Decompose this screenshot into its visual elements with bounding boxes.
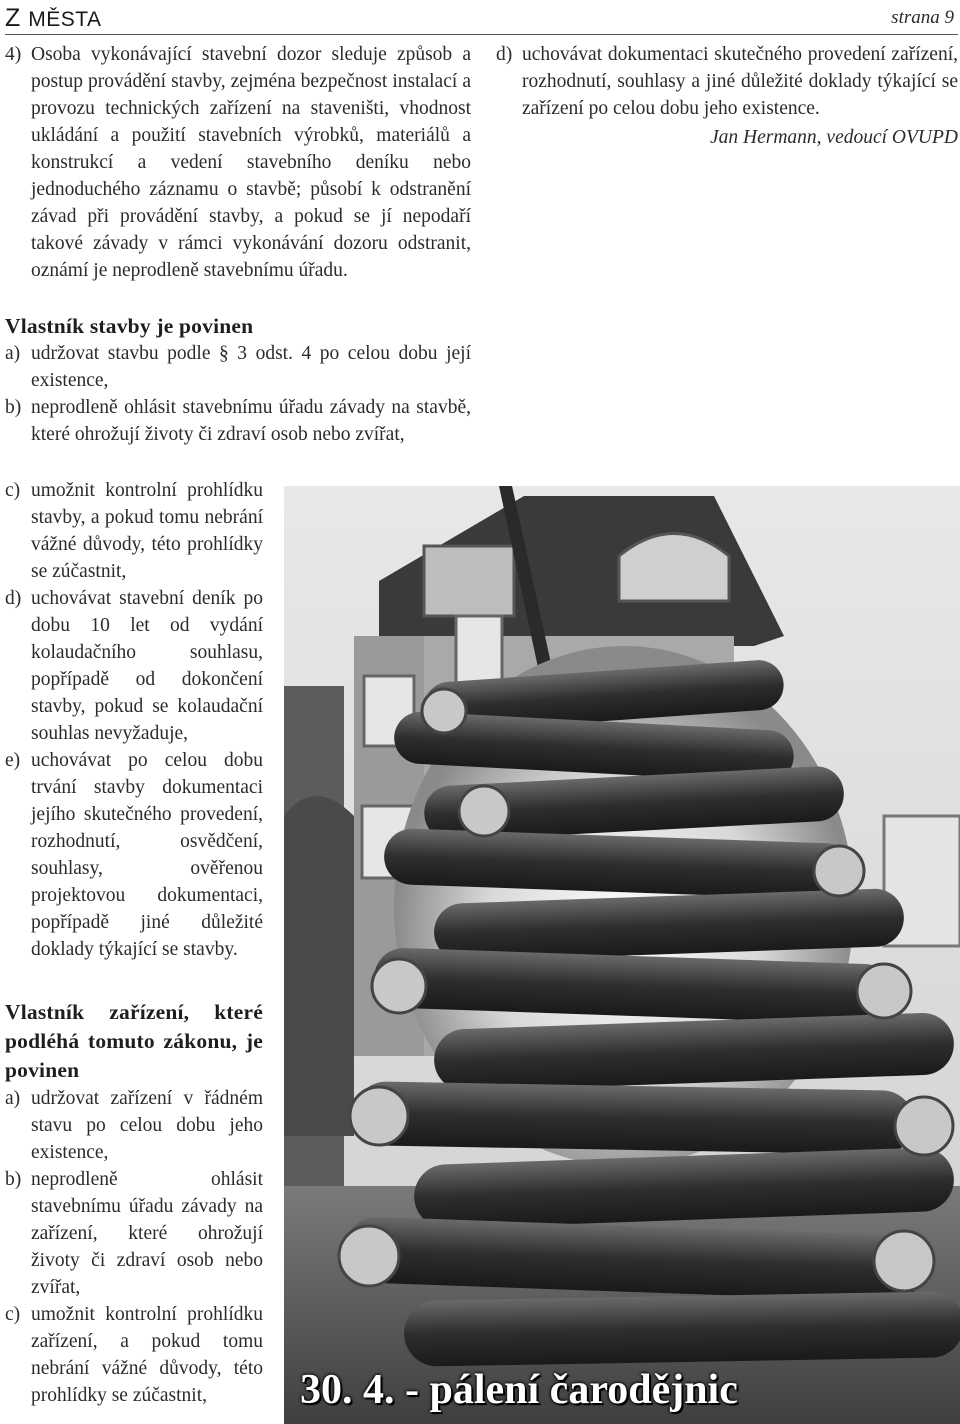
- section-heading: Vlastník stavby je povinen: [5, 314, 254, 338]
- trees: [284, 686, 354, 1186]
- header-rule: [5, 34, 958, 35]
- list-item: b) neprodleně ohlásit stavebnímu úřadu závady na zařízení, které ohrožují životy či zdraví osob nebo zvířat,: [5, 1169, 263, 1298]
- section-owner-building: [5, 313, 471, 448]
- item-label: d): [496, 44, 513, 65]
- list-item: e) uchovávat po celou dobu trvání stavby dokumentaci jejího skutečného provedení, rozhodnutí, osvědčení, souhlasy, ověřenou projektovou dokumentaci, popřípadě jiné důležité doklady týkající se stavby.: [5, 750, 263, 960]
- author-signature: Jan Hermann, vedoucí OVUPD: [709, 127, 958, 148]
- list-item: a) udržovat stavbu podle § 3 odst. 4 po celou dobu její existence,: [5, 343, 471, 391]
- page-number: strana 9: [891, 7, 954, 28]
- section-heading: Vlastník zařízení, které podléhá tomuto zákonu, je povinen: [5, 1000, 263, 1082]
- item-label: 4): [5, 44, 22, 65]
- section-title: Z MĚSTA: [5, 4, 102, 32]
- section-owner-device: [5, 998, 263, 1409]
- list-item: c) umožnit kontrolní prohlídku stavby, a pokud tomu nebrání vážné důvody, této prohlídky se zúčastnit,: [5, 480, 263, 582]
- item-text: uchovávat dokumentaci skutečného provedení zařízení, rozhodnutí, souhlasy a jiné důležité doklady týkající se zařízení po celou dobu jeho existence.: [522, 44, 958, 119]
- photo-caption: 30. 4. - pálení čarodějnic: [300, 1367, 738, 1413]
- paragraph-item-4: [5, 41, 471, 284]
- list-item: a) udržovat zařízení v řádném stavu po celou dobu jeho existence,: [5, 1088, 263, 1163]
- bonfire-illustration: [284, 486, 960, 1424]
- item-text: Osoba vykonávající stavební dozor sleduje způsob a postup provádění stavby, zejména bezpečnost instalací a provozu technických zařízení na staveništi, vhodnost ukládání a použití stavebních výrobků, materiálů a konstrukcí a vedení stavebního deníku nebo jednoduchého záznamu o stavbě; působí k odstranění závad při provádění stavby, a pokud se jí nepodaří takové závady v rámci vykonávání dozoru odstranit, oznámí je neprodleně stavebnímu úřadu.: [31, 44, 471, 281]
- bonfire-photo: [284, 486, 960, 1424]
- list-item: b) neprodleně ohlásit stavebnímu úřadu závady na stavbě, které ohrožují životy či zdraví osob nebo zvířat,: [5, 397, 471, 445]
- list-item: c) umožnit kontrolní prohlídku zařízení, a pokud tomu nebrání vážné důvody, této prohlídky se zúčastnit,: [5, 1304, 263, 1406]
- paragraph-item-d: [496, 41, 958, 151]
- list-item: d) uchovávat stavební deník po dobu 10 let od vydání kolaudačního souhlasu, popřípadě od dokončení stavby, pokud se kolaudační souhlas nevyžaduje,: [5, 588, 263, 744]
- section-owner-building-continued: [5, 477, 263, 963]
